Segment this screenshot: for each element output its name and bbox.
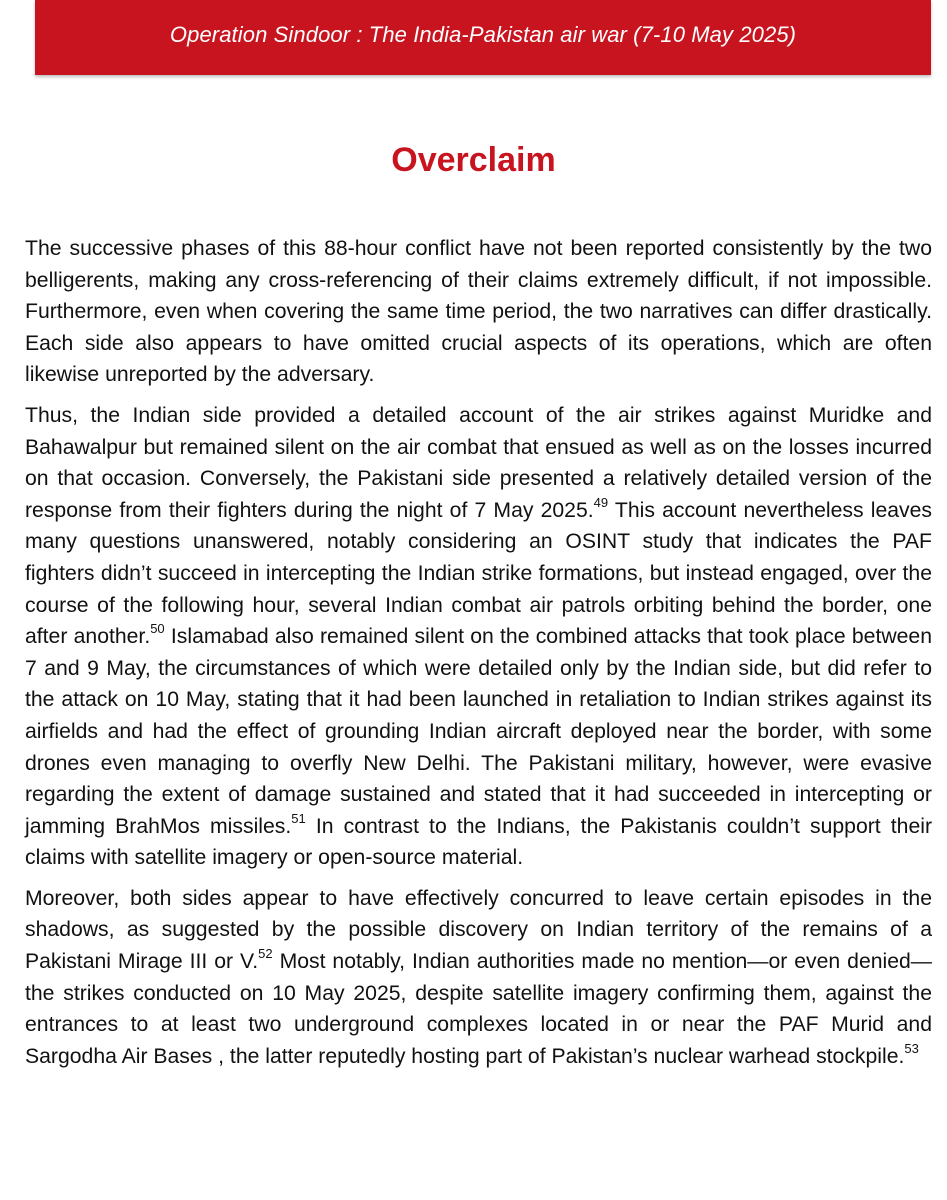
paragraph-text: In contrast to the Indians, the Pakistanis couldn’t support their claims with satellite imagery or open-source material. xyxy=(25,814,932,870)
paragraph-text: Moreover, both sides appear to have effectively concurred to leave certain episodes in the shadows, as suggested by the possible discovery on Indian territory of the remains of a Pakistani Mirage III or V. xyxy=(25,886,932,974)
running-header xyxy=(35,0,931,75)
paragraph-text: Islamabad also remained silent on the combined attacks that took place between 7 and 9 May, the circumstances of which were detailed only by the Indian side, but did refer to the attack on 10 May, stating that it had been launched in retaliation to Indian strikes against its airfields and had the effect of grounding Indian aircraft deployed near the border, with some drones even managing to overfly New Delhi. The Pakistani military, however, were evasive regarding the extent of damage sustained and stated that it had succeeded in intercepting or jamming BrahMos missiles. xyxy=(25,625,932,838)
paragraph-2 xyxy=(25,400,932,874)
paragraph-text: Most notably, Indian authorities made no mention—or even denied—the strikes conducted on 10 May 2025, despite satellite imagery confirming them, against the entrances to at least two underground complexes located in or near the PAF Murid and Sargodha Air Bases , the latter reputedly hosting part of Pakistan’s nuclear warhead stockpile. xyxy=(25,950,932,1068)
footnote-ref-49[interactable]: 49 xyxy=(593,494,609,510)
footnote-ref-50[interactable]: 50 xyxy=(150,621,165,637)
running-header-title: Operation Sindoor : The India-Pakistan air war (7-10 May 2025) xyxy=(169,21,797,47)
section-title: Overclaim xyxy=(391,141,556,179)
paragraph-text: Thus, the Indian side provided a detailed account of the air strikes against Muridke and Bahawalpur but remained silent on the air combat that ensued as well as on the losses incurred on that occasion. Conversely, the Pakistani side presented a relatively detailed version of the response from their fighters during the night of 7 May 2025. xyxy=(25,403,932,522)
footnote-ref-53[interactable]: 53 xyxy=(904,1040,919,1056)
body-text xyxy=(25,233,932,1081)
paragraph-text: The successive phases of this 88-hour conflict have not been reported consistently by the two belligerents, making any cross-referencing of their claims extremely difficult, if not impossible. Furthermore, even when covering the same time period, the two narratives can differ drastically. Each side also appears to have omitted crucial aspects of its operations, which are often likewise unreported by the adversary. xyxy=(25,237,932,387)
paragraph-1 xyxy=(25,233,932,391)
footnote-ref-52[interactable]: 52 xyxy=(258,946,273,961)
paragraph-text: This account nevertheless leaves many questions unanswered, notably considering an OSINT study that indicates the PAF fighters didn’t succeed in intercepting the Indian strike formations, but instead engaged, over the course of the following hour, several Indian combat air patrols orbiting behind the border, one after another. xyxy=(25,498,932,649)
paragraph-3 xyxy=(25,883,932,1073)
footnote-ref-51[interactable]: 51 xyxy=(291,810,306,826)
